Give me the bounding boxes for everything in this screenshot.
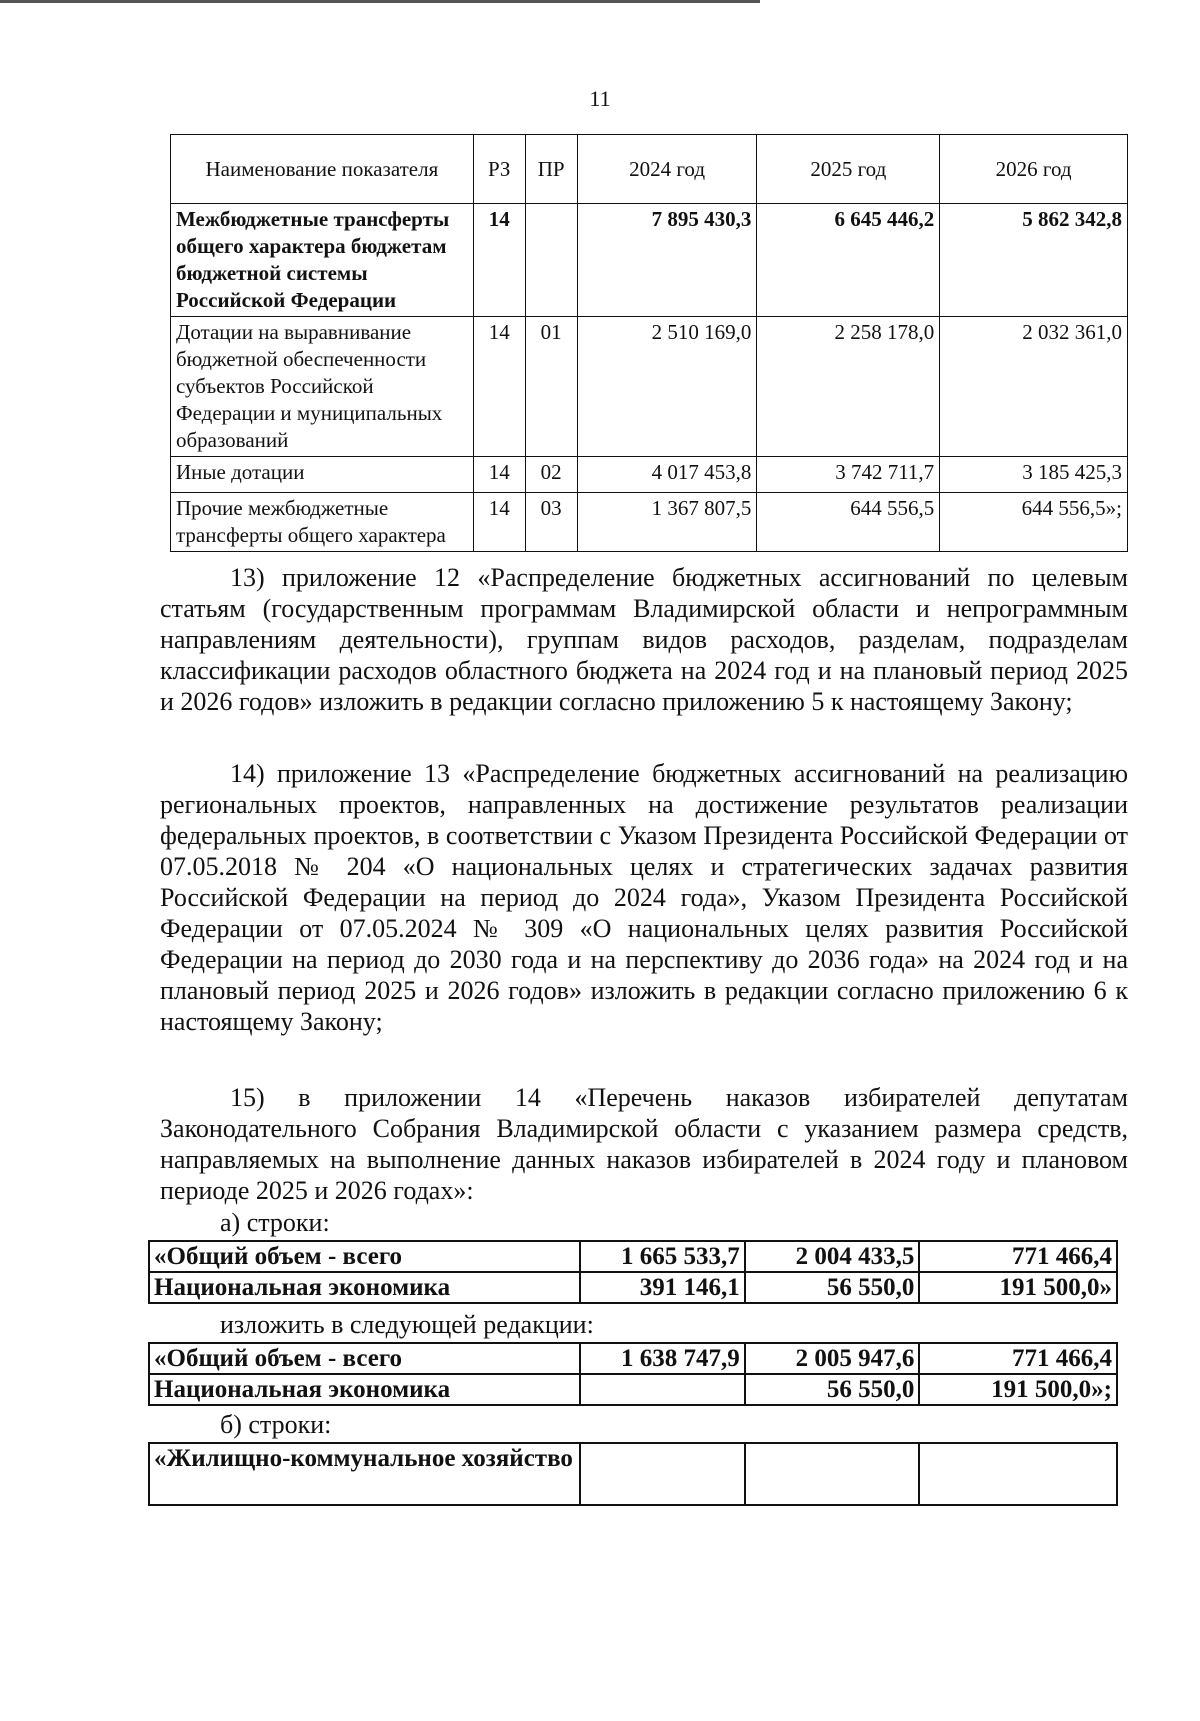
table-row — [171, 493, 1128, 552]
old-rows-table — [148, 1240, 1118, 1304]
row-value-3 — [919, 1443, 1117, 1505]
table-row — [149, 1272, 1117, 1303]
row-2024: 1 367 807,5 — [577, 493, 757, 552]
row-pr: 03 — [525, 493, 577, 552]
header-2026: 2026 год — [940, 135, 1128, 204]
label-new-edition: изложить в следующей редакции: — [220, 1310, 594, 1339]
row-value-1: 1 638 747,9 — [580, 1343, 745, 1374]
row-rz: 14 — [473, 493, 525, 552]
row-value-1 — [580, 1443, 745, 1505]
row-value-3: 771 466,4 — [919, 1241, 1117, 1272]
row-name: «Общий объем - всего — [149, 1241, 580, 1272]
table-header-row — [171, 135, 1128, 204]
row-value-2: 56 550,0 — [745, 1374, 920, 1405]
row-2025: 2 258 178,0 — [757, 317, 940, 457]
row-name: Межбюджетные трансферты общего характера бюджетам бюджетной системы Российской Федерации — [171, 204, 474, 317]
row-value-2: 2 005 947,6 — [745, 1343, 920, 1374]
row-value-2 — [745, 1443, 920, 1505]
row-2024: 4 017 453,8 — [577, 457, 757, 493]
row-2026: 3 185 425,3 — [940, 457, 1128, 493]
row-2024: 7 895 430,3 — [577, 204, 757, 317]
row-2026: 644 556,5»; — [940, 493, 1128, 552]
label-a: а) строки: — [220, 1208, 330, 1237]
table-row — [149, 1374, 1117, 1405]
table-row — [171, 317, 1128, 457]
paragraph-13: 13) приложение 12 «Распределение бюджетных ассигнований по целевым статьям (государственным программам Владимирской области и непрограммным направлениям деятельности), группам видов расходов, разделам, подразделам классификации расходов областного бюджета на 2024 год и на плановый период 2025 и 2026 годов» изложить в редакции согласно приложению 5 к настоящему Закону; — [160, 563, 1128, 716]
budget-table — [170, 134, 1128, 552]
scan-top-edge — [0, 0, 760, 3]
row-value-1: 1 665 533,7 — [580, 1241, 745, 1272]
row-name: Национальная экономика — [149, 1272, 580, 1303]
new-rows-table — [148, 1342, 1118, 1406]
row-name: Иные дотации — [171, 457, 474, 493]
row-rz: 14 — [473, 457, 525, 493]
header-rz: РЗ — [473, 135, 525, 204]
table-row — [149, 1241, 1117, 1272]
row-rz: 14 — [473, 317, 525, 457]
header-2025: 2025 год — [757, 135, 940, 204]
page-number: 11 — [589, 86, 611, 111]
row-value-1: 391 146,1 — [580, 1272, 745, 1303]
paragraph-15: 15) в приложении 14 «Перечень наказов избирателей депутатам Законодательного Собрания Владимирской области с указанием размера средств, направляемых на выполнение данных наказов избирателей в 2024 году и плановом периоде 2025 и 2026 годах»: — [160, 1083, 1128, 1205]
row-value-1 — [580, 1374, 745, 1405]
table-row — [149, 1443, 1117, 1505]
header-pr: ПР — [525, 135, 577, 204]
table-row — [171, 457, 1128, 493]
row-value-2: 2 004 433,5 — [745, 1241, 920, 1272]
row-2024: 2 510 169,0 — [577, 317, 757, 457]
paragraph-14: 14) приложение 13 «Распределение бюджетных ассигнований на реализацию региональных проектов, направленных на достижение результатов реализации федеральных проектов, в соответствии с Указом Президента Российской Федерации от 07.05.2018 № 204 «О национальных целях и стратегических задачах развития Российской Федерации на период до 2024 года», Указом Президента Российской Федерации от 07.05.2024 № 309 «О национальных целях развития Российской Федерации на период до 2030 года и на перспективу до 2036 года» на 2024 год и на плановый период 2025 и 2026 годов» изложить в редакции согласно приложению 6 к настоящему Закону; — [160, 759, 1128, 1036]
row-pr — [525, 204, 577, 317]
row-value-3: 191 500,0»; — [919, 1374, 1117, 1405]
header-name: Наименование показателя — [171, 135, 474, 204]
row-name: Дотации на выравнивание бюджетной обеспеченности субъектов Российской Федерации и муниципальных образований — [171, 317, 474, 457]
row-name: «Общий объем - всего — [149, 1343, 580, 1374]
row-pr: 02 — [525, 457, 577, 493]
row-name: Прочие межбюджетные трансферты общего характера — [171, 493, 474, 552]
row-name: «Жилищно-коммунальное хозяйство — [149, 1443, 580, 1505]
row-value-3: 771 466,4 — [919, 1343, 1117, 1374]
row-2025: 644 556,5 — [757, 493, 940, 552]
row-2025: 3 742 711,7 — [757, 457, 940, 493]
housing-rows-table — [148, 1442, 1118, 1506]
label-b: б) строки: — [220, 1410, 332, 1439]
row-pr: 01 — [525, 317, 577, 457]
row-value-3: 191 500,0» — [919, 1272, 1117, 1303]
row-2026: 2 032 361,0 — [940, 317, 1128, 457]
row-value-2: 56 550,0 — [745, 1272, 920, 1303]
table-row — [171, 204, 1128, 317]
row-2026: 5 862 342,8 — [940, 204, 1128, 317]
row-name: Национальная экономика — [149, 1374, 580, 1405]
row-rz: 14 — [473, 204, 525, 317]
table-row — [149, 1343, 1117, 1374]
row-2025: 6 645 446,2 — [757, 204, 940, 317]
header-2024: 2024 год — [577, 135, 757, 204]
